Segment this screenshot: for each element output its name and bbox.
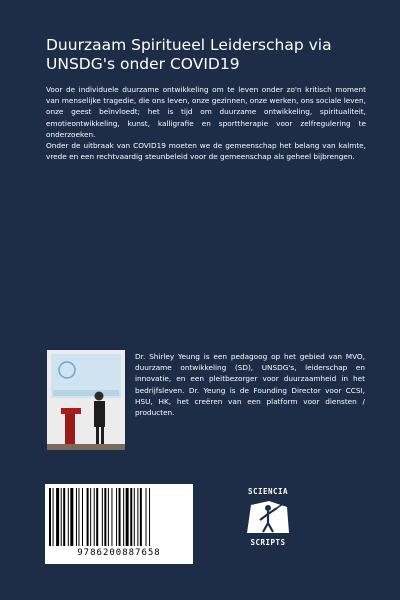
book-title: Duurzaam Spiritueel Leiderschap via UNSDG's onder COVID19 (46, 36, 332, 73)
barcode-bars (45, 484, 193, 550)
publisher-logo (243, 487, 293, 549)
blurb-paragraph: Onder de uitbraak van COVID19 moeten we de gemeenschap het belang van kalmte, vrede en een rechtvaardig steunbeleid voor de gemeenschap als geheel bijbrengen. (46, 141, 366, 162)
isbn-barcode (45, 484, 193, 564)
blurb-paragraph: Voor de individuele duurzame ontwikkeling om te leven onder zo'n kritisch moment van menselijke tragedie, die ons leven, onze gezinnen, onze werken, ons sociale leven, onze geest beïnvloedt; het is tijd om duurzame ontwikkeling, spiritualiteit, emotieontwikkeling, kunst, kalligrafie en sporttherapie voor zelfregulering te onderzoeken. (46, 85, 366, 139)
scientist-icon (243, 499, 293, 537)
publisher-name-line2: SCRIPTS (250, 538, 286, 547)
isbn-digits: 9786200887658 (77, 548, 161, 558)
author-bio: Dr. Shirley Yeung is een pedagoog op het gebied van MVO, duurzame ontwikkeling (SD), UNSDG's, leiderschap en innovatie, en een pleitbezorger voor duurzaamheid in het bedrijfsleven. Dr. Yeung is de Founding Director voor CCSI, HSU, HK, het creëren van een platform voor diensten / producten. (135, 352, 365, 418)
book-blurb (46, 84, 366, 162)
author-photo (47, 350, 125, 450)
publisher-name-line1: SCIENCIA (247, 487, 289, 496)
